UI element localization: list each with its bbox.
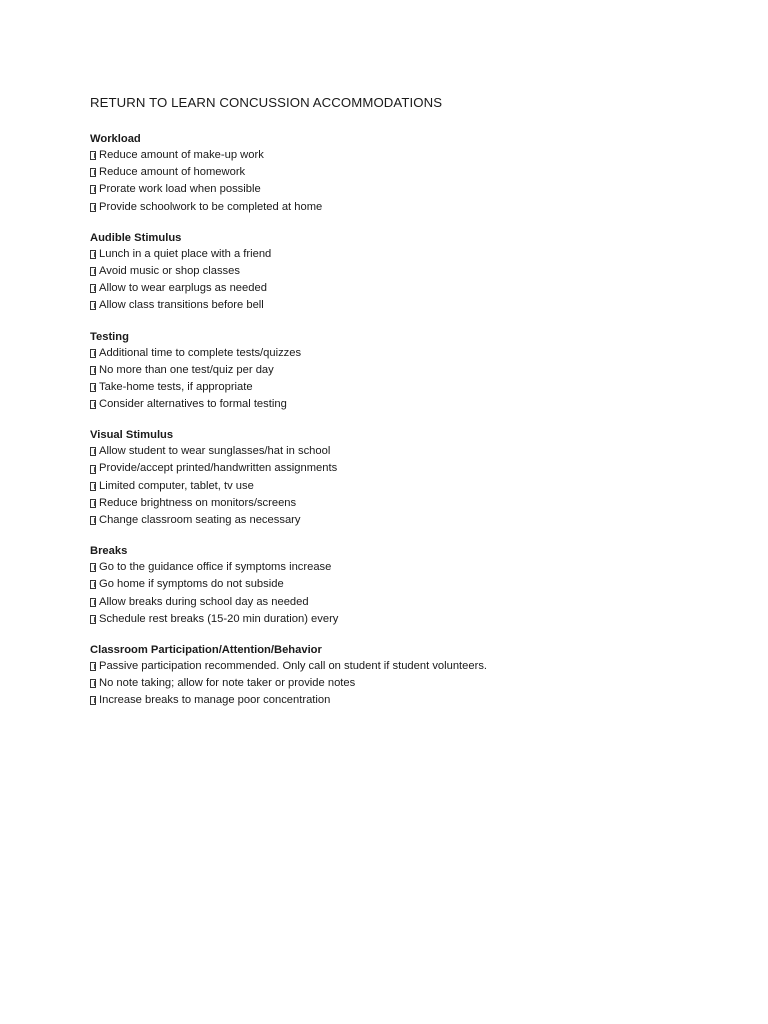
list-item bbox=[90, 246, 730, 263]
checkbox-placeholder-icon bbox=[90, 516, 96, 525]
section-audible-stimulus bbox=[90, 230, 730, 315]
checkbox-placeholder-icon bbox=[90, 366, 96, 375]
list-item bbox=[90, 297, 730, 314]
list-item bbox=[90, 263, 730, 280]
list-item-text: Provide/accept printed/handwritten assignments bbox=[99, 462, 338, 475]
list-item-text: Take-home tests, if appropriate bbox=[99, 380, 253, 393]
sections-container bbox=[90, 131, 730, 710]
item-list bbox=[90, 658, 730, 710]
list-item-text: Change classroom seating as necessary bbox=[99, 514, 301, 526]
document-title: RETURN TO LEARN CONCUSSION ACCOMMODATIONS bbox=[90, 95, 443, 110]
section-heading: Audible Stimulus bbox=[90, 231, 182, 244]
item-list bbox=[90, 559, 730, 628]
list-item bbox=[90, 675, 730, 692]
checkbox-placeholder-icon bbox=[90, 267, 96, 276]
checkbox-placeholder-icon bbox=[90, 400, 96, 409]
checkbox-placeholder-icon bbox=[90, 250, 96, 259]
section-heading: Workload bbox=[90, 133, 141, 145]
list-item-text: Reduce brightness on monitors/screens bbox=[99, 496, 297, 509]
list-item bbox=[90, 692, 730, 709]
section-heading: Classroom Participation/Attention/Behavior bbox=[90, 643, 322, 656]
item-list bbox=[90, 246, 730, 315]
section-heading: Visual Stimulus bbox=[90, 429, 174, 442]
list-item bbox=[90, 396, 730, 413]
list-item bbox=[90, 512, 730, 529]
section-heading: Breaks bbox=[90, 545, 128, 558]
checkbox-placeholder-icon bbox=[90, 499, 96, 508]
list-item bbox=[90, 147, 730, 164]
list-item bbox=[90, 658, 730, 675]
checkbox-placeholder-icon bbox=[90, 301, 96, 310]
checkbox-placeholder-icon bbox=[90, 383, 96, 392]
checkbox-placeholder-icon bbox=[90, 662, 96, 671]
item-list bbox=[90, 443, 730, 529]
list-item-text: Avoid music or shop classes bbox=[99, 264, 240, 277]
checkbox-placeholder-icon bbox=[90, 185, 96, 194]
list-item bbox=[90, 345, 730, 362]
checkbox-placeholder-icon bbox=[90, 679, 96, 688]
list-item-text: Reduce amount of make-up work bbox=[99, 149, 264, 161]
list-item bbox=[90, 611, 730, 628]
checkbox-placeholder-icon bbox=[90, 168, 96, 177]
list-item-text: Allow breaks during school day as needed bbox=[99, 595, 309, 608]
list-item-text: Go to the guidance office if symptoms increase bbox=[99, 561, 332, 574]
list-item-text: No more than one test/quiz per day bbox=[99, 363, 274, 376]
list-item bbox=[90, 478, 730, 495]
checkbox-placeholder-icon bbox=[90, 203, 96, 212]
section-testing bbox=[90, 329, 730, 414]
item-list bbox=[90, 345, 730, 414]
list-item-text: Additional time to complete tests/quizzes bbox=[99, 346, 302, 359]
list-item-text: Lunch in a quiet place with a friend bbox=[99, 247, 272, 260]
list-item-text: Allow to wear earplugs as needed bbox=[99, 282, 267, 295]
list-item-text: Limited computer, tablet, tv use bbox=[99, 479, 254, 492]
list-item-text: Schedule rest breaks (15-20 min duration) every bbox=[99, 612, 339, 625]
list-item bbox=[90, 181, 730, 198]
list-item-text: Allow student to wear sunglasses/hat in school bbox=[99, 445, 331, 458]
list-item bbox=[90, 576, 730, 593]
list-item bbox=[90, 280, 730, 297]
document-body bbox=[90, 94, 730, 710]
checkbox-placeholder-icon bbox=[90, 447, 96, 456]
section-breaks bbox=[90, 543, 730, 628]
checkbox-placeholder-icon bbox=[90, 580, 96, 589]
item-list bbox=[90, 147, 730, 216]
list-item bbox=[90, 594, 730, 611]
checkbox-placeholder-icon bbox=[90, 284, 96, 293]
list-item bbox=[90, 443, 730, 460]
list-item-text: Consider alternatives to formal testing bbox=[99, 398, 287, 411]
checkbox-placeholder-icon bbox=[90, 598, 96, 607]
checkbox-placeholder-icon bbox=[90, 151, 96, 160]
list-item bbox=[90, 559, 730, 576]
list-item-text: Prorate work load when possible bbox=[99, 183, 261, 196]
section-visual-stimulus bbox=[90, 427, 730, 529]
checkbox-placeholder-icon bbox=[90, 349, 96, 358]
section-heading: Testing bbox=[90, 330, 129, 343]
list-item-text: Go home if symptoms do not subside bbox=[99, 578, 284, 591]
list-item bbox=[90, 362, 730, 379]
checkbox-placeholder-icon bbox=[90, 482, 96, 491]
checkbox-placeholder-icon bbox=[90, 465, 96, 474]
checkbox-placeholder-icon bbox=[90, 563, 96, 572]
list-item-text: Increase breaks to manage poor concentration bbox=[99, 694, 331, 707]
list-item bbox=[90, 460, 730, 477]
list-item-text: No note taking; allow for note taker or provide notes bbox=[99, 677, 356, 690]
list-item-text: Provide schoolwork to be completed at home bbox=[99, 200, 323, 213]
section-workload bbox=[90, 131, 730, 216]
list-item-text: Allow class transitions before bell bbox=[99, 299, 264, 312]
section-classroom-participation-attention-behavior bbox=[90, 642, 730, 710]
list-item bbox=[90, 164, 730, 181]
checkbox-placeholder-icon bbox=[90, 696, 96, 705]
checkbox-placeholder-icon bbox=[90, 615, 96, 624]
list-item bbox=[90, 495, 730, 512]
list-item bbox=[90, 199, 730, 216]
list-item-text: Reduce amount of homework bbox=[99, 166, 246, 179]
list-item bbox=[90, 379, 730, 396]
list-item-text: Passive participation recommended. Only call on student if student volunteers. bbox=[99, 659, 488, 672]
